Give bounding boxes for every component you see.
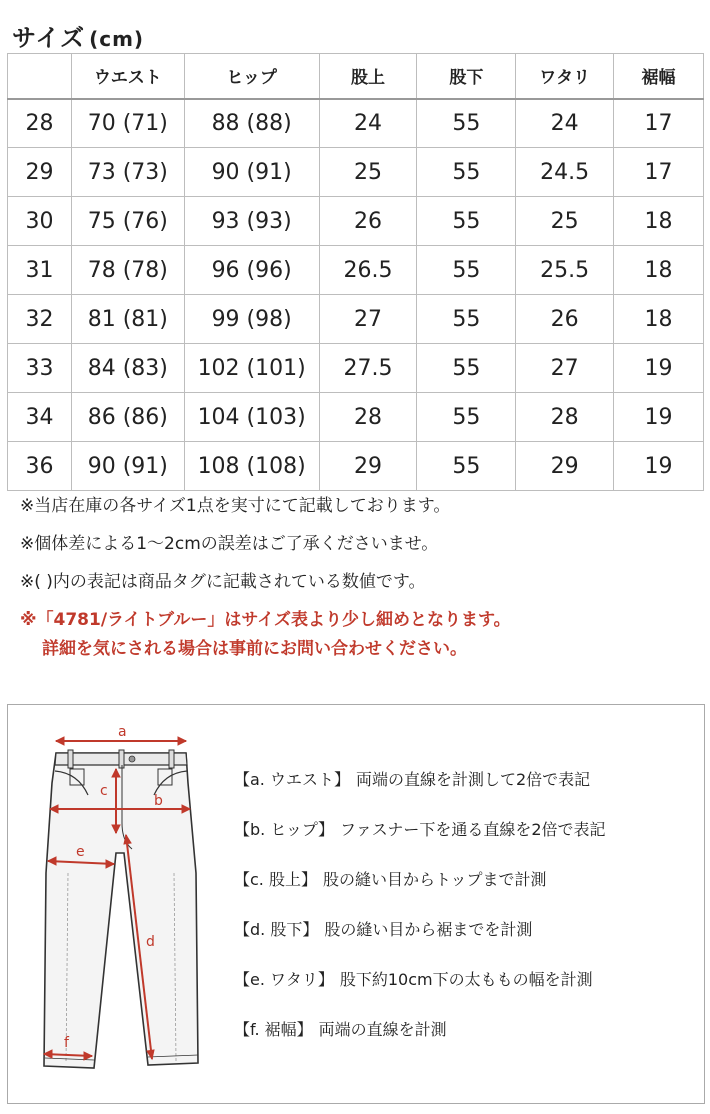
table-cell: 28 [8, 99, 72, 148]
legend-key: 【f. 裾幅】 [234, 1020, 313, 1039]
table-cell: 24 [516, 99, 614, 148]
jeans-outline [44, 753, 198, 1068]
table-row [8, 246, 704, 295]
table-cell: 28 [319, 393, 417, 442]
table-cell: 55 [417, 246, 516, 295]
table-cell: 18 [614, 295, 704, 344]
legend-key: 【a. ウエスト】 [234, 770, 350, 789]
legend-item-waist [234, 767, 694, 817]
table-cell: 55 [417, 148, 516, 197]
table-cell: 32 [8, 295, 72, 344]
table-cell: 29 [8, 148, 72, 197]
table-cell: 73 (73) [71, 148, 184, 197]
table-row [8, 148, 704, 197]
warning-text-continued: 詳細を気にされる場合は事前にお問い合わせください。 [42, 639, 467, 659]
legend-desc: ファスナー下を通る直線を2倍で表記 [340, 820, 606, 839]
table-cell: 25 [319, 148, 417, 197]
note-text: ※( )内の表記は商品タグに記載されている数値です。 [20, 572, 426, 592]
legend-key: 【c. 股上】 [234, 870, 317, 889]
table-cell: 27.5 [319, 344, 417, 393]
label-c: c [100, 783, 108, 799]
notes-section [20, 496, 700, 677]
table-cell: 102 (101) [184, 344, 319, 393]
legend-desc: 股下約10cm下の太ももの幅を計測 [339, 970, 593, 989]
table-header-cell: ワタリ [516, 54, 614, 99]
legend-item-hem [234, 1017, 694, 1067]
table-cell: 31 [8, 246, 72, 295]
warning-text: ※「4781/ライトブルー」はサイズ表より少し細めとなります。 [20, 610, 511, 630]
table-cell: 18 [614, 197, 704, 246]
title-text: サイズ [12, 24, 86, 52]
table-cell: 19 [614, 344, 704, 393]
table-cell: 108 (108) [184, 442, 319, 491]
table-cell: 34 [8, 393, 72, 442]
table-cell: 55 [417, 344, 516, 393]
note-text: ※当店在庫の各サイズ1点を実寸にて記載しております。 [20, 496, 451, 516]
table-cell: 29 [319, 442, 417, 491]
table-cell: 28 [516, 393, 614, 442]
table-cell: 75 (76) [71, 197, 184, 246]
table-cell: 27 [516, 344, 614, 393]
table-row [8, 99, 704, 148]
table-cell: 19 [614, 393, 704, 442]
table-header-cell: 股上 [319, 54, 417, 99]
table-cell: 55 [417, 197, 516, 246]
measurement-guide [7, 704, 705, 1104]
table-cell: 96 (96) [184, 246, 319, 295]
table-row [8, 344, 704, 393]
table-cell: 86 (86) [71, 393, 184, 442]
legend-item-hip [234, 817, 694, 867]
table-cell: 104 (103) [184, 393, 319, 442]
table-cell: 36 [8, 442, 72, 491]
table-cell: 30 [8, 197, 72, 246]
table-cell: 93 (93) [184, 197, 319, 246]
table-cell: 29 [516, 442, 614, 491]
table-cell: 90 (91) [184, 148, 319, 197]
table-cell: 27 [319, 295, 417, 344]
table-cell: 99 (98) [184, 295, 319, 344]
table-header-cell: ヒップ [184, 54, 319, 99]
table-cell: 70 (71) [71, 99, 184, 148]
belt-loop [169, 750, 174, 768]
label-e: e [76, 844, 85, 860]
legend-item-inseam [234, 917, 694, 967]
table-header-row [8, 54, 704, 99]
label-b: b [154, 793, 163, 809]
table-cell: 25 [516, 197, 614, 246]
table-header-cell: 股下 [417, 54, 516, 99]
table-header-cell: ウエスト [71, 54, 184, 99]
table-cell: 19 [614, 442, 704, 491]
table-cell: 55 [417, 442, 516, 491]
legend-item-rise [234, 867, 694, 917]
label-a: a [118, 724, 127, 740]
legend-desc: 両端の直線を計測 [318, 1020, 447, 1039]
legend-desc: 股の縫い目から裾までを計測 [324, 920, 533, 939]
table-cell: 33 [8, 344, 72, 393]
note-text: ※個体差による1〜2cmの誤差はご了承くださいませ。 [20, 534, 439, 554]
legend-key: 【b. ヒップ】 [234, 820, 335, 839]
table-cell: 55 [417, 295, 516, 344]
jeans-diagram [36, 723, 206, 1093]
table-cell: 90 (91) [71, 442, 184, 491]
label-d: d [146, 934, 155, 950]
table-cell: 24 [319, 99, 417, 148]
label-f: f [64, 1035, 69, 1051]
legend-key: 【e. ワタリ】 [234, 970, 334, 989]
table-cell: 17 [614, 148, 704, 197]
table-cell: 55 [417, 393, 516, 442]
legend-key: 【d. 股下】 [234, 920, 319, 939]
size-table [7, 53, 704, 491]
table-header-cell: 裾幅 [614, 54, 704, 99]
button-icon [129, 756, 135, 762]
table-cell: 55 [417, 99, 516, 148]
table-row [8, 197, 704, 246]
table-row [8, 442, 704, 491]
legend-desc: 両端の直線を計測して2倍で表記 [355, 770, 591, 789]
table-header-cell [8, 54, 72, 99]
table-cell: 24.5 [516, 148, 614, 197]
table-cell: 17 [614, 99, 704, 148]
table-cell: 26 [319, 197, 417, 246]
measurement-legend [234, 767, 694, 1067]
table-cell: 18 [614, 246, 704, 295]
table-cell: 88 (88) [184, 99, 319, 148]
table-cell: 78 (78) [71, 246, 184, 295]
table-cell: 81 (81) [71, 295, 184, 344]
page-title [12, 18, 144, 53]
table-cell: 84 (83) [71, 344, 184, 393]
legend-desc: 股の縫い目からトップまで計測 [322, 870, 547, 889]
table-cell: 26.5 [319, 246, 417, 295]
table-row [8, 393, 704, 442]
legend-item-thigh [234, 967, 694, 1017]
table-cell: 25.5 [516, 246, 614, 295]
table-row [8, 295, 704, 344]
belt-loop [68, 750, 73, 768]
table-cell: 26 [516, 295, 614, 344]
title-unit: (cm) [89, 27, 145, 51]
